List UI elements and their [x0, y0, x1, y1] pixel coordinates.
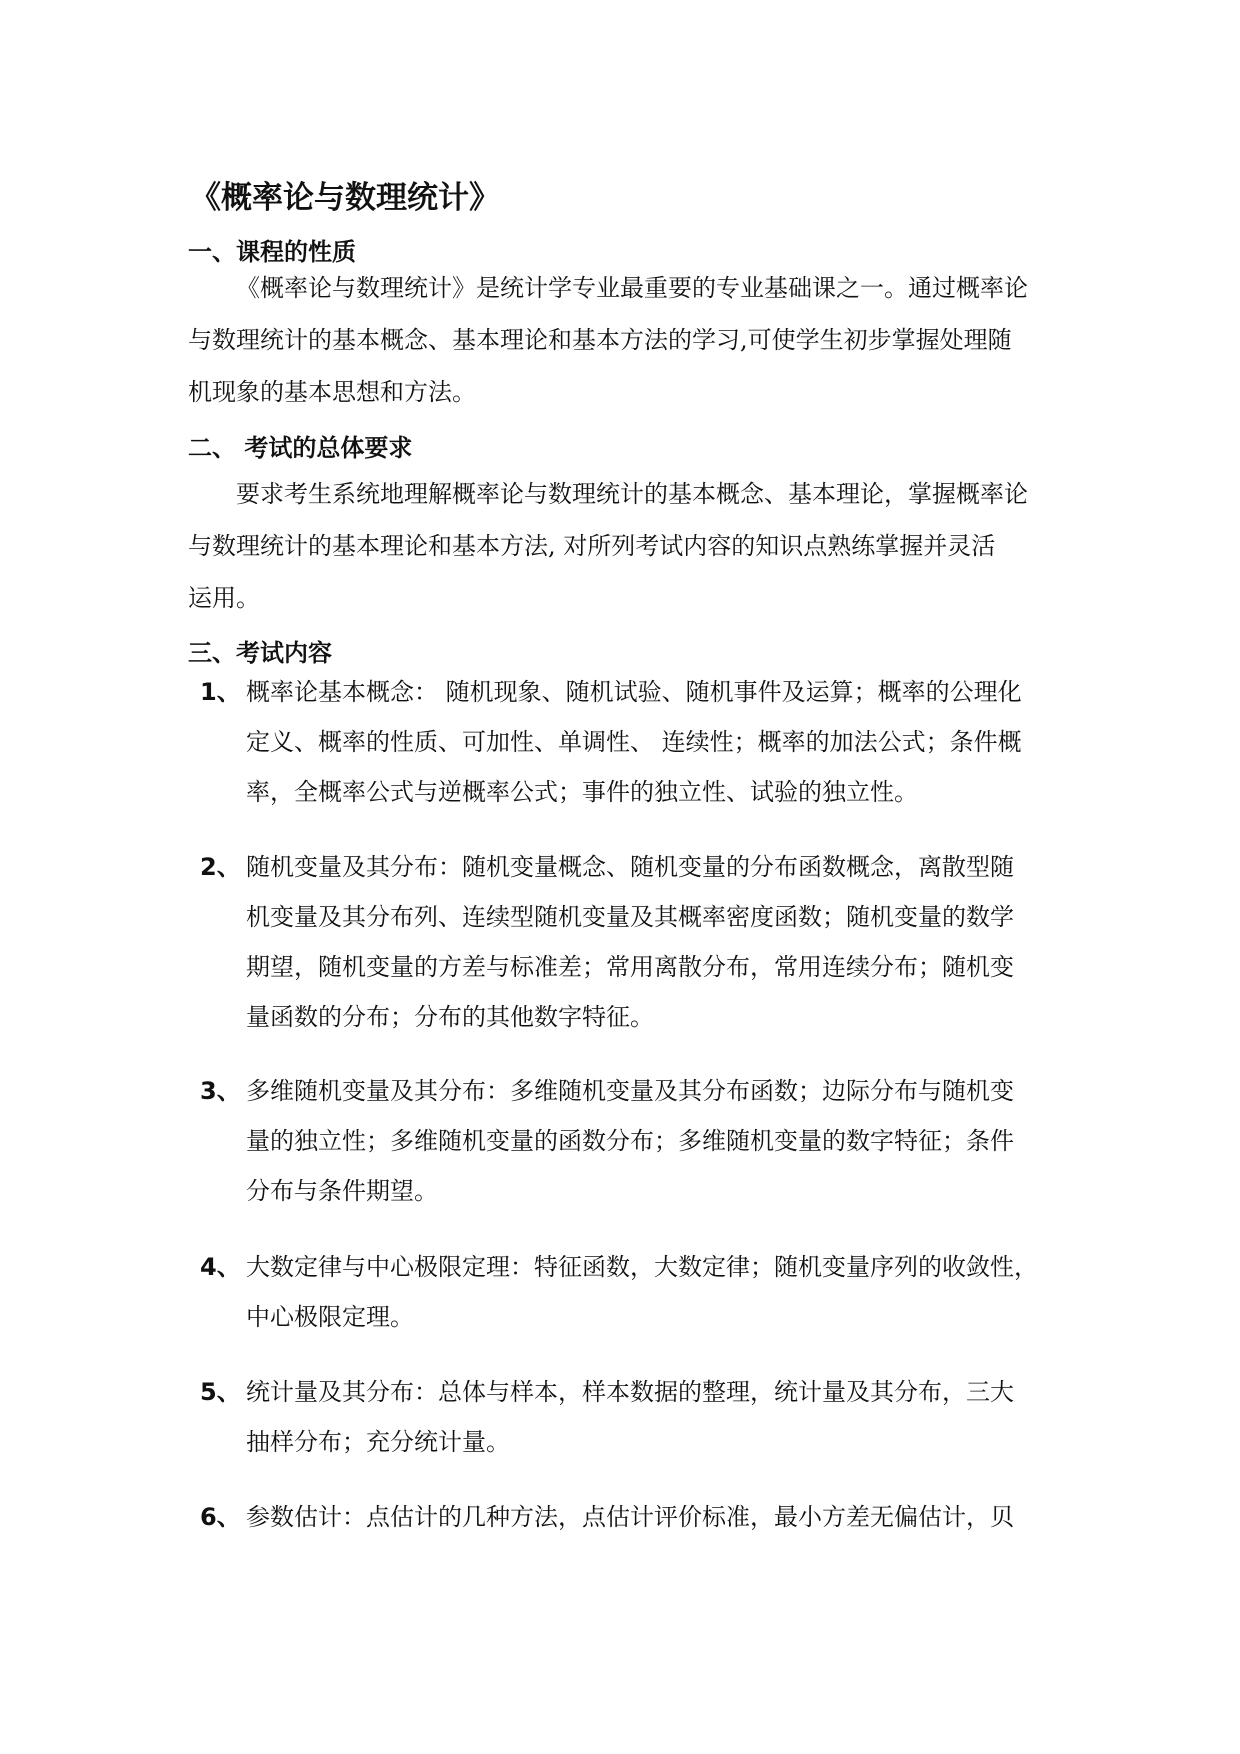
paragraph-line: 与数理统计的基本理论和基本方法, 对所列考试内容的知识点熟练掌握并灵活 [188, 532, 996, 560]
section-heading-nature: 一、课程的性质 [188, 238, 356, 266]
list-item-body [246, 842, 1068, 1042]
paragraph-line: 机现象的基本思想和方法。 [188, 378, 476, 406]
section-heading-requirements: 二、 考试的总体要求 [188, 434, 413, 462]
list-item-line: 多维随机变量及其分布：多维随机变量及其分布函数；边际分布与随机变 [246, 1077, 1014, 1105]
paragraph-line: 运用。 [188, 584, 260, 612]
section-paragraph-nature [188, 262, 1063, 418]
list-item-line: 分布与条件期望。 [246, 1177, 438, 1205]
list-item-line: 抽样分布；充分统计量。 [246, 1428, 510, 1456]
list-item-line: 期望，随机变量的方差与标准差；常用离散分布，常用连续分布；随机变 [246, 953, 1014, 981]
list-item-body [246, 1242, 1068, 1342]
list-item-body [246, 667, 1068, 817]
list-item-line: 率，全概率公式与逆概率公式；事件的独立性、试验的独立性。 [246, 778, 918, 806]
list-item-line: 概率论基本概念： 随机现象、随机试验、随机事件及运算；概率的公理化 [246, 678, 1022, 706]
list-item-line: 量函数的分布；分布的其他数字特征。 [246, 1003, 654, 1031]
list-item-body [246, 1066, 1068, 1216]
list-item-line: 定义、概率的性质、可加性、单调性、 连续性；概率的加法公式；条件概 [246, 728, 1022, 756]
list-item-number: 4、 [200, 1253, 241, 1281]
list-item-line: 大数定律与中心极限定理：特征函数，大数定律；随机变量序列的收敛性， [246, 1253, 1038, 1281]
document-title: 《概率论与数理统计》 [190, 180, 500, 216]
list-item-number: 5、 [200, 1378, 241, 1406]
list-item-body [246, 1492, 1068, 1542]
section-paragraph-requirements [188, 468, 1063, 624]
list-item-line: 参数估计：点估计的几种方法，点估计评价标准，最小方差无偏估计，贝 [246, 1503, 1014, 1531]
paragraph-line: 与数理统计的基本概念、基本理论和基本方法的学习,可使学生初步掌握处理随 [188, 326, 1012, 354]
section-heading-content: 三、考试内容 [188, 639, 332, 667]
paragraph-line: 《概率论与数理统计》是统计学专业最重要的专业基础课之一。通过概率论 [236, 274, 1028, 302]
list-item-number: 6、 [200, 1503, 241, 1531]
paragraph-line: 要求考生系统地理解概率论与数理统计的基本概念、基本理论，掌握概率论 [236, 480, 1028, 508]
list-item-number: 3、 [200, 1077, 241, 1105]
list-item-line: 中心极限定理。 [246, 1303, 414, 1331]
list-item-number: 2、 [200, 853, 241, 881]
list-item-line: 随机变量及其分布：随机变量概念、随机变量的分布函数概念，离散型随 [246, 853, 1014, 881]
list-item-body [246, 1367, 1068, 1467]
list-item-number: 1、 [200, 678, 241, 706]
list-item-line: 统计量及其分布：总体与样本，样本数据的整理，统计量及其分布，三大 [246, 1378, 1014, 1406]
list-item-line: 量的独立性；多维随机变量的函数分布；多维随机变量的数字特征；条件 [246, 1127, 1014, 1155]
list-item-line: 机变量及其分布列、连续型随机变量及其概率密度函数；随机变量的数学 [246, 903, 1014, 931]
